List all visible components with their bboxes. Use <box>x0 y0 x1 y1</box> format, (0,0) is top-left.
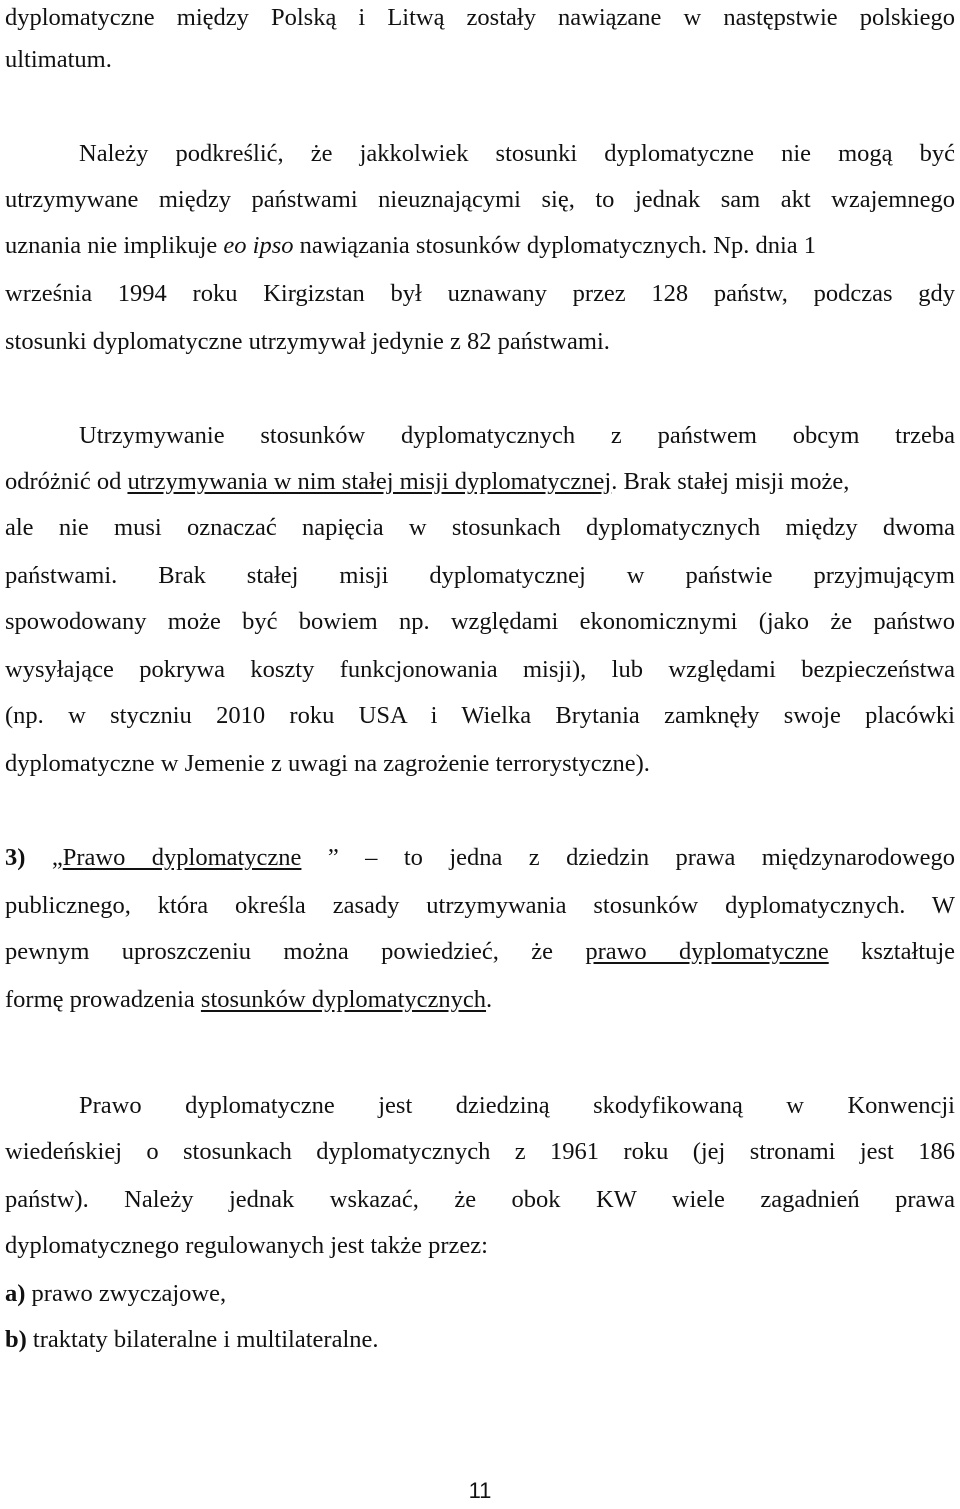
paragraph-line <box>5 740 955 787</box>
paragraph-line <box>5 976 955 1023</box>
text-span: państw). Należy jednak wskazać, że obok KW wiele zagadnień prawa <box>5 1186 955 1213</box>
paragraph-line <box>5 222 955 269</box>
paragraph-line <box>5 130 955 177</box>
text-span: pewnym uproszczeniu można powiedzieć, że <box>5 938 553 965</box>
underlined-term: stosunków dyplomatycznych <box>200 986 487 1013</box>
text-span: . Brak stałej misji może, <box>611 468 850 495</box>
paragraph-line <box>5 928 955 975</box>
text-span: ultimatum. <box>5 46 112 73</box>
paragraph-line <box>5 458 955 505</box>
text-span: dyplomatycznego regulowanych jest także przez: <box>5 1232 488 1259</box>
text-span: Prawo dyplomatyczne jest dziedziną skodyfikowaną w Konwencji <box>79 1092 955 1119</box>
paragraph-line <box>5 882 955 929</box>
list-marker: a) <box>5 1280 26 1307</box>
paragraph-line <box>5 270 955 317</box>
paragraph-line <box>5 1176 955 1223</box>
list-item <box>5 1316 955 1363</box>
page-number: 11 <box>468 1478 492 1503</box>
text-span: państwami. Brak stałej misji dyplomatycznej w państwie przyjmującym <box>5 562 955 589</box>
paragraph-line <box>5 834 955 881</box>
paragraph-line <box>5 504 955 551</box>
text-span: formę prowadzenia <box>5 986 195 1013</box>
paragraph-line <box>5 692 955 739</box>
list-item-text: traktaty bilateralne i multilateralne. <box>32 1326 379 1353</box>
underlined-term: Prawo dyplomatyczne <box>62 844 302 871</box>
underlined-term: prawo dyplomatyczne <box>585 938 829 965</box>
text-span: odróżnić od <box>5 468 122 495</box>
text-span: nawiązania stosunków dyplomatycznych. Np. dnia 1 <box>299 232 817 259</box>
text-span: ” – to jedna z dziedzin prawa międzynarodowego <box>327 844 956 871</box>
underlined-term: utrzymywania w nim stałej misji dyplomatycznej <box>127 468 612 495</box>
text-span: publicznego, która określa zasady utrzymywania stosunków dyplomatycznych. W <box>5 892 955 919</box>
text-span: ale nie musi oznaczać napięcia w stosunkach dyplomatycznych między dwoma <box>5 514 955 541</box>
paragraph-line <box>5 412 955 459</box>
latin-phrase: eo ipso <box>223 232 294 259</box>
paragraph-line <box>5 598 955 645</box>
paragraph-line <box>5 1222 955 1269</box>
text-span: wiedeńskiej o stosunkach dyplomatycznych z 1961 roku (jej stronami jest 186 <box>5 1138 955 1165</box>
section-number: 3) <box>5 844 26 871</box>
paragraph-line <box>5 1082 955 1129</box>
paragraph-line <box>5 552 955 599</box>
text-span: utrzymywane między państwami nieuznającymi się, to jednak sam akt wzajemnego <box>5 186 955 213</box>
text-span: spowodowany może być bowiem np. względami ekonomicznymi (jako że państwo <box>5 608 955 635</box>
list-item <box>5 1270 955 1317</box>
paragraph-line <box>5 318 955 365</box>
text-line <box>5 36 955 83</box>
list-item-text: prawo zwyczajowe, <box>31 1280 227 1307</box>
text-span: wysyłające pokrywa koszty funkcjonowania misji), lub względami bezpieczeństwa <box>5 656 955 683</box>
text-span: Utrzymywanie stosunków dyplomatycznych z państwem obcym trzeba <box>79 422 955 449</box>
list-marker: b) <box>5 1326 27 1353</box>
text-span: września 1994 roku Kirgizstan był uznawany przez 128 państw, podczas gdy <box>5 280 955 307</box>
text-span: . <box>486 986 493 1013</box>
text-span: dyplomatyczne między Polską i Litwą zostały nawiązane w następstwie polskiego <box>5 4 955 31</box>
text-span: dyplomatyczne w Jemenie z uwagi na zagrożenie terrorystyczne). <box>5 750 650 777</box>
text-span: kształtuje <box>861 938 955 965</box>
text-span: stosunki dyplomatyczne utrzymywał jedynie z 82 państwami. <box>5 328 610 355</box>
text-line <box>5 0 955 41</box>
text-span: Należy podkreślić, że jakkolwiek stosunki dyplomatyczne nie mogą być <box>79 140 955 167</box>
open-quote: „ <box>51 844 63 871</box>
paragraph-line <box>5 176 955 223</box>
paragraph-line <box>5 646 955 693</box>
text-span: uznania nie implikuje <box>5 232 218 259</box>
text-span: (np. w styczniu 2010 roku USA i Wielka Brytania zamknęły swoje placówki <box>5 702 955 729</box>
paragraph-line <box>5 1128 955 1175</box>
